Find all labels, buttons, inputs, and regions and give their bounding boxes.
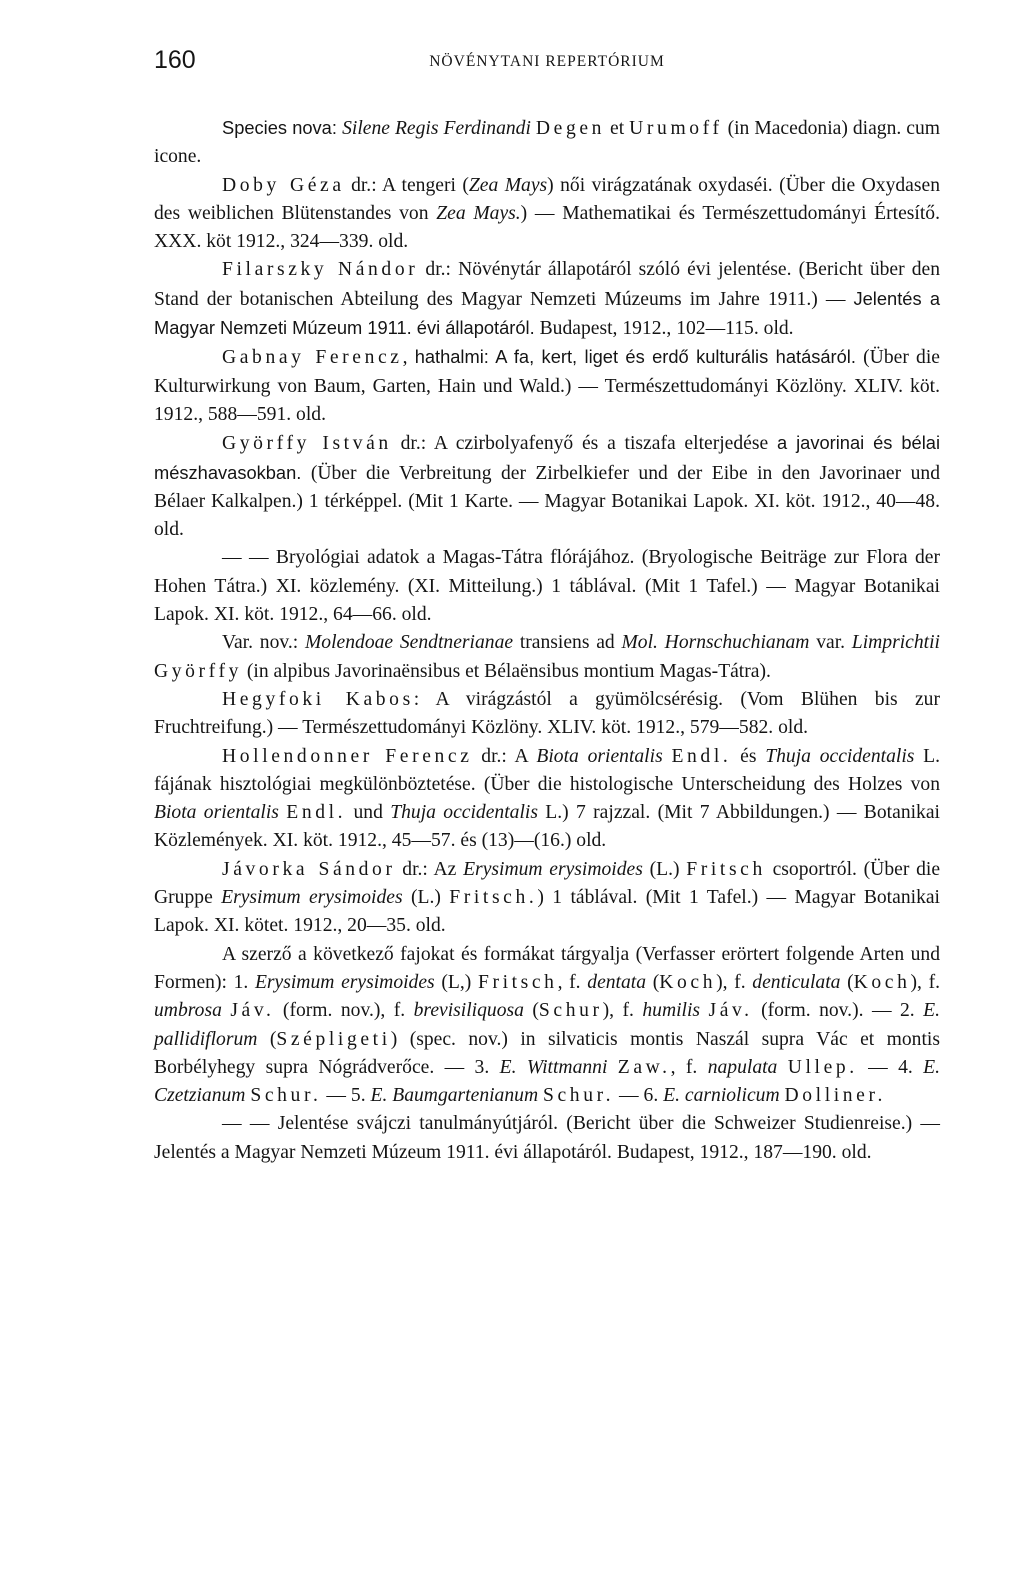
italic-text: humilis — [642, 1000, 701, 1022]
text-run: und — [346, 802, 391, 824]
italic-text: Erysimum erysimoides — [463, 858, 643, 880]
text-run: L. fájának hisztológiai megkülönböztetése. (Über die histologische Unterscheidung des Holzes von — [154, 745, 941, 795]
bibliography-entry — [154, 343, 940, 429]
italic-text: Thuja occidentalis — [765, 745, 915, 767]
text-run: — 6. — [614, 1085, 664, 1107]
bibliography-entries — [154, 114, 940, 1167]
spaced-author-name: Koch — [853, 971, 911, 993]
spaced-author-name: Schur. — [250, 1085, 322, 1107]
text-run: — — Jelentése svájczi tanulmányútjáról. (Bericht über die Schweizer Studienreise.) — Jelentés a Magyar Nemzeti Múzeum 1911. évi állapotáról. Budapest, 1912., 187—190. old. — [154, 1113, 940, 1163]
sans-text: hathalmi: A fa, kert, liget és erdő kulturális hatásáról. — [414, 346, 856, 368]
text-run: (Über die Kulturwirkung von Baum, Garten, Hain und Wald.) — Természettudományi Közlöny. XLIV. köt. 1912., 588—591. old. — [154, 347, 940, 425]
text-run: Budapest, 1912., 102—115. old. — [534, 318, 794, 340]
italic-text: E. Czetzianum — [154, 1056, 941, 1107]
bibliography-entry — [154, 743, 940, 856]
spaced-author-name: Zaw. — [617, 1056, 671, 1078]
italic-text: denticulata — [752, 971, 841, 993]
spaced-author-name: Fritsch — [686, 858, 766, 880]
italic-text: Limprichtii — [851, 632, 940, 654]
text-run: (L.) — [402, 887, 450, 909]
sans-text: a javorinai és bélai mészhavasokban. — [154, 432, 941, 483]
text-run: A szerző a következő fajokat és formákat tárgyalja (Verfasser erörtert folgende Arten und Formen): 1. — [154, 943, 940, 993]
bibliography-entry — [154, 941, 940, 1111]
text-run — [777, 1057, 787, 1078]
text-run: , — [402, 347, 415, 369]
text-run: ( — [257, 1028, 277, 1050]
text-run: ), f. — [602, 1000, 643, 1022]
spaced-author-name: Schur. — [543, 1085, 615, 1107]
spaced-author-name: Endl. — [286, 802, 347, 824]
spaced-author-name: Koch — [659, 971, 717, 993]
spaced-author-name: Hegyfoki Kabos — [222, 688, 414, 710]
bibliography-entry — [154, 114, 940, 172]
spaced-author-name: Györffy István — [222, 433, 392, 455]
text-run: dr.: Az — [395, 858, 464, 880]
italic-text: Thuja occidentalis — [390, 802, 538, 824]
italic-text: Molendoae Sendtnerianae — [304, 632, 514, 654]
text-run: ), f. — [716, 971, 753, 993]
italic-text: Silene Regis Ferdinandi — [342, 118, 531, 139]
text-run: (in alpibus Javorinaënsibus et Bélaënsibus montium Magas-Tátra). — [241, 660, 771, 682]
italic-text: Mol. Hornschuchianam — [621, 632, 810, 654]
bibliography-entry — [154, 856, 940, 941]
text-run: ( — [840, 971, 854, 993]
sans-text: Jelentés a Magyar Nemzeti Múzeum 1911. évi állapotáról. — [154, 287, 941, 339]
text-run: var. — [809, 632, 852, 654]
text-run: — 4. — [857, 1056, 924, 1078]
spaced-author-name: Hollendonner Ferencz — [222, 745, 473, 767]
spaced-author-name: Jáv. — [708, 1000, 753, 1022]
spaced-author-name: Filarszky Nándor — [222, 259, 419, 281]
text-run: (L,) — [434, 971, 478, 993]
text-run: csoportról. (Über die Gruppe — [154, 858, 941, 909]
spaced-author-name: Degen — [535, 118, 606, 139]
spaced-author-name: Györffy — [154, 660, 242, 682]
spaced-author-name: Urumoff — [629, 118, 723, 139]
spaced-author-name: Gabnay Ferencz — [222, 347, 403, 369]
text-run: ( — [523, 1000, 539, 1022]
bibliography-entry — [154, 629, 940, 686]
italic-text: brevisiliquosa — [413, 1000, 524, 1022]
italic-text: E. carniolicum — [663, 1085, 780, 1107]
spaced-author-name: Schur — [538, 1000, 603, 1022]
bibliography-entry — [154, 256, 940, 343]
italic-text: Erysimum erysimoides — [254, 971, 435, 993]
italic-text: E. pallidiflorum — [154, 1000, 940, 1050]
spaced-author-name: Fritsch — [477, 971, 558, 993]
text-run: : A virágzástól a gyümölcsérésig. (Vom Blühen bis zur Fruchtreifung.) — Természettudományi Közlöny. XLIV. köt. 1912., 579—582. old. — [154, 688, 940, 739]
spaced-author-name: Jáv. — [230, 1000, 275, 1022]
text-run: ( — [646, 971, 660, 993]
text-run: (in Macedonia) diagn. cum icone. — [154, 118, 941, 168]
italic-text: umbrosa — [154, 1000, 222, 1022]
text-run: ) 1 táblával. (Mit 1 Tafel.) — Magyar Botanikai Lapok. XI. kötet. 1912., 20—35. old. — [154, 887, 940, 937]
spaced-author-name: Jávorka Sándor — [222, 858, 396, 880]
text-run: ), f. — [910, 971, 940, 993]
italic-text: Zea Mays. — [436, 202, 521, 224]
italic-text: Biota orientalis — [154, 802, 279, 824]
bibliography-entry — [154, 544, 940, 629]
text-run: (form. nov.), f. — [274, 1000, 414, 1022]
text-run: ) női virágzatának oxydaséi. (Über die Oxydasen des weiblichen Blütenstandes von — [154, 174, 940, 224]
spaced-author-name: Fritsch. — [449, 887, 538, 909]
text-run — [607, 1057, 617, 1078]
bibliography-entry — [154, 429, 940, 544]
text-run: , f. — [670, 1056, 708, 1078]
spaced-author-name: Ullep. — [787, 1056, 858, 1078]
text-run: (form. nov.). — 2. — [752, 1000, 924, 1022]
text-run: et — [605, 118, 630, 139]
text-run: , f. — [557, 971, 588, 993]
running-title: NÖVÉNYTANI REPERTÓRIUM — [429, 53, 665, 70]
sans-text: Species nova: — [222, 117, 343, 138]
text-run: dr.: A — [472, 745, 537, 767]
italic-text: Biota orientalis — [536, 745, 663, 767]
text-run: — — Bryológiai adatok a Magas-Tátra flórájához. (Bryologische Beiträge zur Flora der Hohen Tátra.) XI. közlemény. (XI. Mitteilung.) 1 táblával. (Mit 1 Tafel.) — Magyar Botanikai Lapok. XI. köt. 1912., 64—66. old. — [154, 547, 940, 626]
text-run: dr.: Növénytár állapotáról szóló évi jelentése. (Bericht über den Stand der botanischen Abteilung des Magyar Nemzeti Múzeums im Jahre 1911.) — — [154, 259, 941, 310]
text-run: dr.: A czirbolyafenyő és a tiszafa elterjedése — [391, 433, 777, 455]
text-run: ) (spec. nov.) in silvaticis montis Naszál supra Vác et montis Borbélyhegy supra Nógrádverőce. — 3. — [154, 1028, 940, 1078]
text-run: és — [731, 745, 766, 767]
italic-text: E. Wittmanni — [499, 1056, 608, 1078]
text-run: (L.) — [642, 858, 687, 880]
italic-text: napulata — [707, 1056, 778, 1078]
text-run: dr.: A tengeri ( — [344, 174, 469, 196]
text-run: — 5. — [321, 1085, 371, 1107]
text-run: (Über die Verbreitung der Zirbelkiefer und der Eibe in den Javorinaer und Bélaer Kalkalpen.) 1 térképpel. (Mit 1 Karte. — Magyar Botanikai Lapok. XI. köt. 1912., 40—48. old. — [154, 462, 940, 541]
italic-text: dentata — [587, 971, 647, 993]
italic-text: E. Baumgartenianum — [370, 1085, 539, 1107]
text-run: transiens ad — [513, 632, 622, 654]
page-header — [154, 46, 940, 78]
text-run: Var. nov.: — [222, 632, 305, 654]
spaced-author-name: Szépligeti — [276, 1028, 391, 1050]
page-number: 160 — [154, 46, 196, 74]
spaced-author-name: Endl. — [671, 745, 732, 767]
bibliography-entry — [154, 1110, 940, 1167]
bibliography-entry — [154, 686, 940, 743]
text-run: ) — Mathematikai és Természettudományi Értesítő. XXX. köt 1912., 324—339. old. — [154, 202, 940, 253]
italic-text: Zea Mays — [468, 174, 548, 196]
italic-text: Erysimum erysimoides — [221, 887, 403, 909]
text-run: L.) 7 rajzzal. (Mit 7 Abbildungen.) — Botanikai Közlemények. XI. köt. 1912., 45—57. és (13)—(16.) old. — [154, 802, 940, 852]
spaced-author-name: Dolliner. — [784, 1085, 887, 1107]
spaced-author-name: Doby Géza — [222, 174, 345, 196]
bibliography-entry — [154, 172, 940, 257]
text-run — [700, 1000, 708, 1021]
